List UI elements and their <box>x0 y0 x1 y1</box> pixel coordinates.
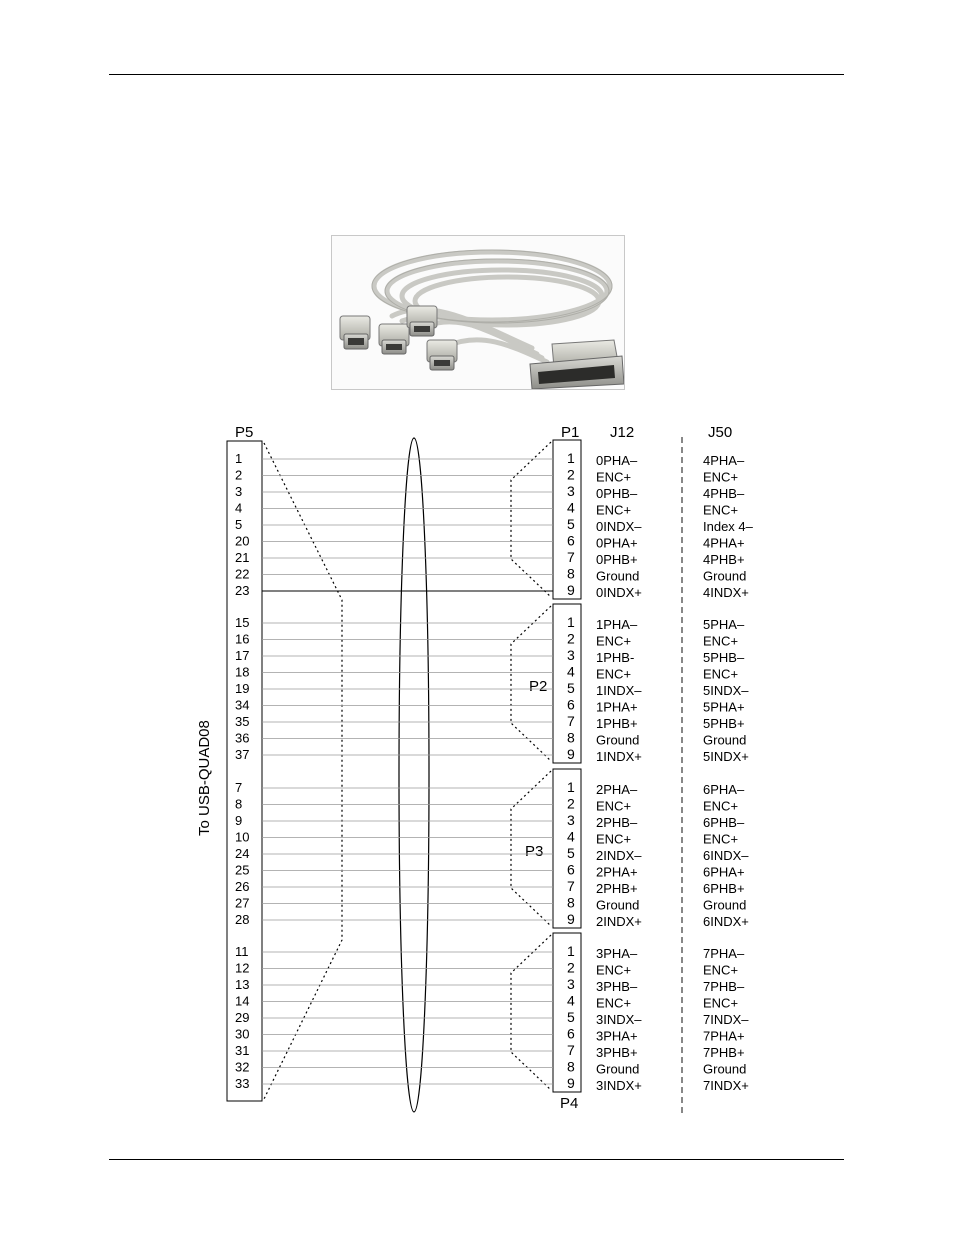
p5-pin-number: 10 <box>235 829 250 845</box>
db9-pin-number: 6 <box>567 696 575 713</box>
p5-pin-number: 34 <box>235 697 250 713</box>
j50-signal: ENC+ <box>703 502 739 518</box>
db9-pin-number: 5 <box>567 680 575 696</box>
j12-signal: 1PHA– <box>596 617 638 632</box>
db9-pin-number: 6 <box>567 861 575 878</box>
j12-signal: ENC+ <box>596 502 632 518</box>
j12-signal: Ground <box>596 732 640 748</box>
j50-header: J50 <box>708 424 733 441</box>
p5-pin-number: 32 <box>235 1059 250 1075</box>
cable-bundle-ellipse <box>399 438 429 1112</box>
j50-signal: 5INDX+ <box>703 749 749 764</box>
db9-pin-number: 2 <box>567 959 575 976</box>
j12-signal: 3PHA+ <box>596 1028 638 1044</box>
db9-pin-number: 8 <box>567 729 575 746</box>
p5-pin-number: 13 <box>235 977 250 992</box>
j12-signal: Ground <box>596 897 640 913</box>
db9-pin-number: 4 <box>567 992 575 1009</box>
j12-signal: 1PHB+ <box>596 716 638 731</box>
p5-connector-label: P5 <box>235 424 254 441</box>
j50-signal: 7PHB– <box>703 979 745 994</box>
j50-signal: Ground <box>703 568 747 584</box>
p5-pin-number: 17 <box>235 648 250 663</box>
j50-signal: ENC+ <box>703 995 739 1011</box>
j12-signal: 3INDX+ <box>596 1078 642 1093</box>
j12-signal: 2PHA– <box>596 782 638 797</box>
j50-signal: ENC+ <box>703 666 739 682</box>
j50-signal: 5PHA– <box>703 617 745 632</box>
db9-pin-number: 8 <box>567 894 575 911</box>
j50-signal: 4INDX+ <box>703 585 749 600</box>
p5-pin-number: 12 <box>235 960 250 976</box>
p5-pin-number: 8 <box>235 796 243 812</box>
db9-pin-number: 1 <box>567 614 575 630</box>
p5-pin-number: 9 <box>235 813 243 828</box>
db9-pin-number: 2 <box>567 630 575 647</box>
j50-signal: 6PHB+ <box>703 881 745 896</box>
p5-pin-number: 7 <box>235 780 243 795</box>
p5-pin-number: 5 <box>235 517 243 532</box>
db9-pin-number: 9 <box>567 1075 575 1091</box>
j12-signal: 1INDX+ <box>596 749 642 764</box>
p5-pin-number: 15 <box>235 615 250 630</box>
j12-signal: 1INDX– <box>596 683 642 698</box>
db9-pin-number: 5 <box>567 516 575 532</box>
db9-pin-number: 3 <box>567 483 575 499</box>
j50-signal: ENC+ <box>703 962 739 978</box>
j50-signal: 6PHB– <box>703 815 745 830</box>
db9-pin-number: 5 <box>567 1009 575 1025</box>
db9-pin-number: 4 <box>567 828 575 845</box>
j50-signal: 7INDX– <box>703 1012 749 1027</box>
db9-pin-number: 7 <box>567 1042 575 1058</box>
j12-signal: 2PHA+ <box>596 864 638 880</box>
j12-header: J12 <box>610 424 635 441</box>
db9-pin-number: 8 <box>567 565 575 582</box>
j12-signal: 2INDX– <box>596 848 642 863</box>
p5-pin-number: 33 <box>235 1076 250 1091</box>
j50-signal: 5PHB+ <box>703 716 745 731</box>
p5-pin-number: 24 <box>235 846 250 861</box>
j12-signal: ENC+ <box>596 469 632 485</box>
db9-pin-number: 9 <box>567 746 575 762</box>
j50-signal: ENC+ <box>703 633 739 649</box>
db9-pin-number: 6 <box>567 532 575 549</box>
p5-pin-number: 3 <box>235 484 243 499</box>
p5-pin-number: 37 <box>235 747 250 762</box>
db9-pin-number: 1 <box>567 943 575 959</box>
p5-pin-number: 14 <box>235 993 250 1009</box>
j12-signal: 2INDX+ <box>596 914 642 929</box>
p5-pin-number: 20 <box>235 533 250 549</box>
j12-signal: 0PHB+ <box>596 552 638 567</box>
p5-pin-number: 22 <box>235 566 250 582</box>
p5-pin-number: 36 <box>235 730 250 746</box>
db9-pin-number: 4 <box>567 663 575 680</box>
j50-signal: 6INDX+ <box>703 914 749 929</box>
db9-pin-number: 2 <box>567 466 575 483</box>
connector-label-p3: P3 <box>525 843 544 860</box>
j50-signal: 5INDX– <box>703 683 749 698</box>
p5-pin-number: 21 <box>235 550 250 565</box>
j50-signal: 6PHA+ <box>703 864 745 880</box>
p5-pin-number: 19 <box>235 681 250 696</box>
j12-signal: 0PHA– <box>596 453 638 468</box>
p5-pin-number: 30 <box>235 1026 250 1042</box>
j12-signal: 1PHB- <box>596 650 635 665</box>
j50-signal: ENC+ <box>703 831 739 847</box>
p5-pin-number: 11 <box>235 944 249 959</box>
j12-signal: 1PHA+ <box>596 699 638 715</box>
db9-pin-number: 1 <box>567 450 575 466</box>
db9-pin-number: 3 <box>567 812 575 828</box>
j12-signal: ENC+ <box>596 962 632 978</box>
j12-signal: ENC+ <box>596 995 632 1011</box>
j50-signal: 6INDX– <box>703 848 749 863</box>
j12-signal: 0PHB– <box>596 486 638 501</box>
j12-signal: 2PHB– <box>596 815 638 830</box>
j50-signal: 4PHA+ <box>703 535 745 551</box>
j12-signal: Ground <box>596 1061 640 1077</box>
p5-pin-number: 25 <box>235 862 250 878</box>
db9-pin-number: 1 <box>567 779 575 795</box>
j50-signal: ENC+ <box>703 469 739 485</box>
j12-signal: ENC+ <box>596 798 632 814</box>
p5-pin-number: 29 <box>235 1010 250 1025</box>
db9-pin-number: 3 <box>567 976 575 992</box>
side-label: To USB-QUAD08 <box>196 720 213 836</box>
db9-pin-number: 6 <box>567 1025 575 1042</box>
p5-pin-number: 28 <box>235 912 250 927</box>
j50-signal: 7INDX+ <box>703 1078 749 1093</box>
j12-signal: ENC+ <box>596 666 632 682</box>
j12-signal: 0PHA+ <box>596 535 638 551</box>
db9-pin-number: 8 <box>567 1058 575 1075</box>
p5-pin-number: 16 <box>235 631 250 647</box>
db9-pin-number: 7 <box>567 549 575 565</box>
j50-signal: 7PHA+ <box>703 1028 745 1044</box>
j12-signal: Ground <box>596 568 640 584</box>
db9-pin-number: 7 <box>567 713 575 729</box>
j12-signal: 3PHA– <box>596 946 638 961</box>
j50-signal: Ground <box>703 1061 747 1077</box>
j50-signal: 5PHA+ <box>703 699 745 715</box>
j12-signal: ENC+ <box>596 633 632 649</box>
j12-signal: 0INDX+ <box>596 585 642 600</box>
j12-signal: 3PHB– <box>596 979 638 994</box>
j50-signal: 5PHB– <box>703 650 745 665</box>
db9-breakout-outline <box>511 935 551 1090</box>
p5-pin-number: 35 <box>235 714 250 729</box>
db9-pin-number: 7 <box>567 878 575 894</box>
p5-pin-number: 4 <box>235 500 243 516</box>
p5-pin-number: 27 <box>235 895 250 911</box>
j12-signal: 3PHB+ <box>596 1045 638 1060</box>
j50-signal: 4PHB+ <box>703 552 745 567</box>
p5-pin-number: 31 <box>235 1043 250 1058</box>
j50-signal: 4PHA– <box>703 453 745 468</box>
db9-breakout-outline <box>511 442 551 597</box>
j50-signal: 7PHB+ <box>703 1045 745 1060</box>
db9-pin-number: 9 <box>567 911 575 927</box>
connector-label-p1: P1 <box>561 424 580 441</box>
j12-signal: ENC+ <box>596 831 632 847</box>
j50-signal: 7PHA– <box>703 946 745 961</box>
db9-pin-number: 9 <box>567 582 575 598</box>
db9-pin-number: 4 <box>567 499 575 516</box>
j12-signal: 2PHB+ <box>596 881 638 896</box>
p5-pin-number: 1 <box>235 451 243 466</box>
j50-signal: Ground <box>703 732 747 748</box>
db9-pin-number: 5 <box>567 845 575 861</box>
p5-pin-number: 23 <box>235 583 250 598</box>
j12-signal: 0INDX– <box>596 519 642 534</box>
p5-pin-number: 26 <box>235 879 250 894</box>
p5-pin-number: 2 <box>235 467 243 483</box>
j12-signal: 3INDX– <box>596 1012 642 1027</box>
p5-pin-number: 18 <box>235 664 250 680</box>
j50-signal: 4PHB– <box>703 486 745 501</box>
j50-signal: 6PHA– <box>703 782 745 797</box>
db9-pin-number: 2 <box>567 795 575 812</box>
j50-signal: ENC+ <box>703 798 739 814</box>
j50-signal: Ground <box>703 897 747 913</box>
connector-label-p2: P2 <box>529 678 548 695</box>
j50-signal: Index 4– <box>703 519 753 534</box>
db9-pin-number: 3 <box>567 647 575 663</box>
connector-label-p4: P4 <box>560 1095 579 1112</box>
